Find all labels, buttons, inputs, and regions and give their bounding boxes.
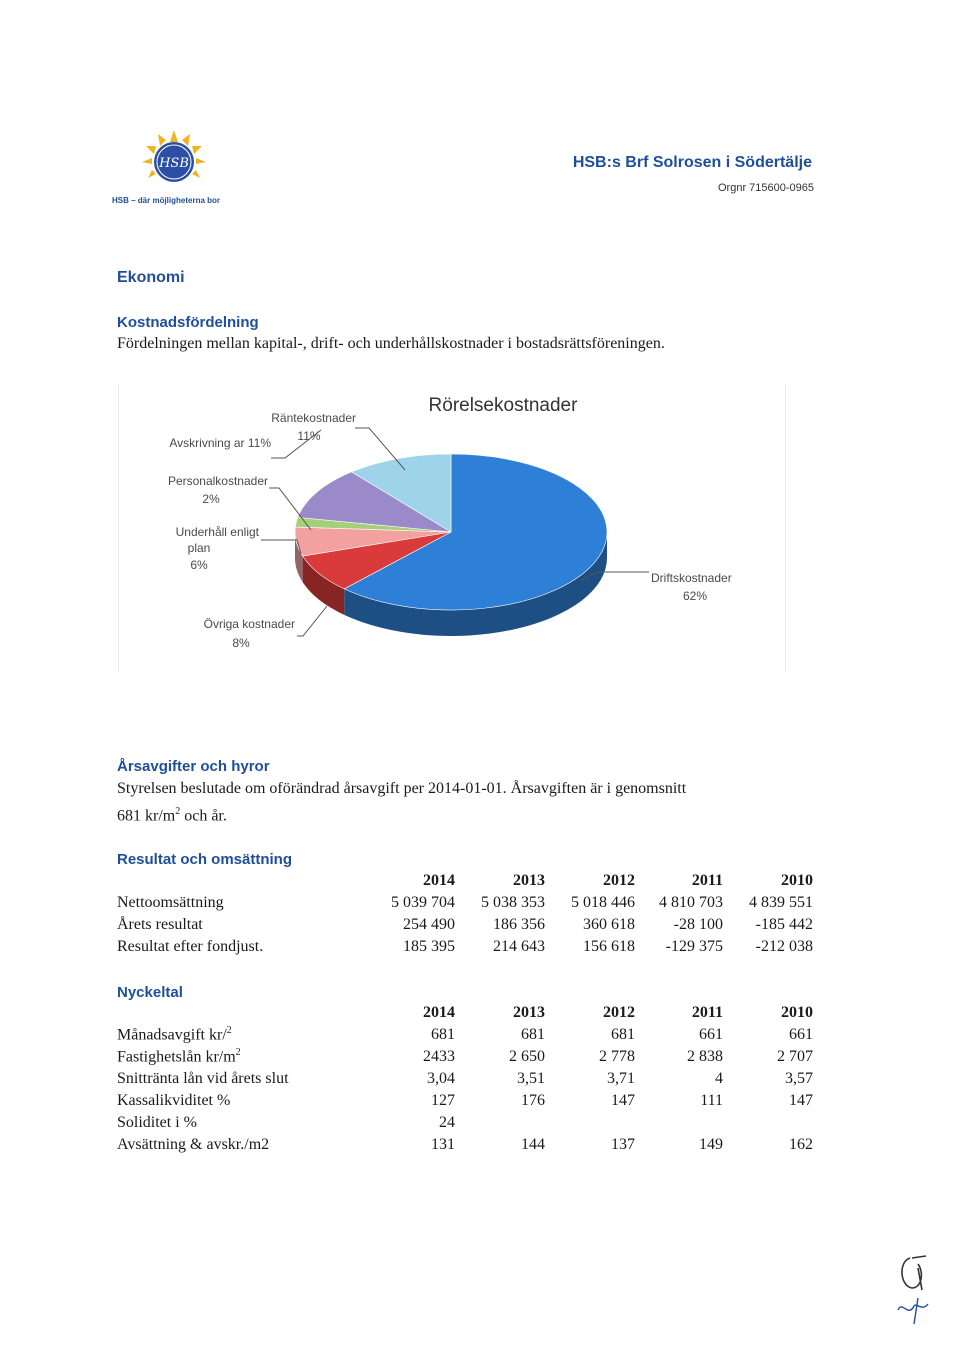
row-label: Resultat efter fondjust.	[117, 938, 264, 955]
cost-pie-chart	[118, 384, 786, 672]
fees-text-line2: 681 $kr/m^2$ och år.	[117, 806, 227, 825]
fees-text-line1: Styrelsen beslutade om oförändrad årsavgift per 2014-01-01. Årsavgiften är i genomsnitt	[117, 780, 687, 797]
cell-value: 162	[789, 1136, 813, 1153]
cell-value: 156 618	[583, 938, 635, 955]
cell-value: 176	[521, 1092, 545, 1109]
row-label: Månadsavgift kr/$^2$	[117, 1025, 232, 1044]
table-row	[117, 1046, 813, 1068]
cell-value	[545, 1112, 635, 1134]
cell-value: 2 838	[687, 1048, 723, 1065]
cell-value: 4 839 551	[749, 894, 813, 911]
cell-value: 214 643	[493, 938, 545, 955]
table-header-row	[117, 1002, 813, 1024]
cell-value: -212 038	[755, 938, 813, 955]
year-header: 2014	[423, 1004, 455, 1021]
cell-value: 3,57	[785, 1070, 813, 1087]
year-header: 2010	[781, 1004, 813, 1021]
row-label: Kassalikviditet %	[117, 1092, 231, 1109]
header-empty	[117, 1002, 379, 1024]
year-header: 2012	[603, 872, 635, 889]
organization-name: HSB:s Brf Solrosen i Södertälje	[572, 154, 812, 171]
cell-value: 24	[439, 1114, 455, 1131]
cell-value: 185 395	[403, 938, 455, 955]
year-header: 2010	[781, 872, 813, 889]
label-personal-pct: 2%	[202, 492, 220, 506]
label-drift-pct: 62%	[682, 589, 708, 603]
year-header: 2011	[691, 872, 723, 889]
table-row	[117, 1090, 813, 1112]
year-header: 2013	[513, 872, 545, 889]
cell-value: 144	[521, 1136, 545, 1153]
cell-value	[723, 1112, 813, 1134]
cell-value: 661	[699, 1026, 723, 1043]
results-heading: Resultat och omsättning	[117, 851, 293, 868]
label-underhall-2: plan	[187, 541, 211, 555]
cell-value: -28 100	[673, 916, 723, 933]
cell-value: 147	[789, 1092, 813, 1109]
table-row	[117, 914, 813, 936]
row-label: Fastighetslån $kr/m^2$	[117, 1047, 241, 1066]
results-table	[117, 870, 813, 958]
cell-value: 4 810 703	[659, 894, 723, 911]
label-ovriga: Övriga kostnader	[203, 617, 295, 631]
cell-value: 2433	[423, 1048, 455, 1065]
cell-value: 147	[611, 1092, 635, 1109]
table-row	[117, 1134, 813, 1156]
table-row	[117, 1068, 813, 1090]
cell-value: -129 375	[665, 938, 723, 955]
cell-value: 681	[611, 1026, 635, 1043]
cost-distribution-text: Fördelningen mellan kapital-, drift- och underhållskostnader i bostadsrättsföreningen.	[117, 335, 665, 352]
key-figures-heading: Nyckeltal	[117, 984, 183, 1001]
label-personal: Personalkostnader	[167, 474, 268, 488]
cell-value: 360 618	[583, 916, 635, 933]
year-header: 2014	[423, 872, 455, 889]
logo-sun-icon	[138, 130, 210, 192]
table-row	[117, 936, 813, 958]
hsb-logo	[138, 130, 210, 192]
label-ranta: Räntekostnader	[271, 411, 356, 425]
cell-value: 127	[431, 1092, 455, 1109]
cell-value	[455, 1112, 545, 1134]
cost-distribution-heading: Kostnadsfördelning	[117, 314, 259, 331]
year-header: 2011	[691, 1004, 723, 1021]
cell-value: 131	[431, 1136, 455, 1153]
cell-value: 5 039 704	[391, 894, 455, 911]
cell-value: 5 038 353	[481, 894, 545, 911]
cell-value: 661	[789, 1026, 813, 1043]
row-label: Årets resultat	[117, 916, 203, 933]
cell-value: 3,71	[607, 1070, 635, 1087]
chart-title: Rörelsekostnader	[428, 395, 578, 416]
cell-value	[635, 1112, 723, 1134]
cell-value: 254 490	[403, 916, 455, 933]
cell-value: 149	[699, 1136, 723, 1153]
cell-value: 2 707	[777, 1048, 813, 1065]
cell-value: 681	[431, 1026, 455, 1043]
cell-value: 111	[700, 1092, 723, 1109]
label-underhall-pct: 6%	[190, 558, 208, 572]
key-figures-table	[117, 1002, 813, 1156]
svg-text:HSB: HSB	[159, 156, 189, 171]
organization-number: Orgnr 715600-0965	[717, 182, 814, 194]
cell-value: 3,51	[517, 1070, 545, 1087]
cell-value: 2 650	[509, 1048, 545, 1065]
table-row	[117, 892, 813, 914]
cell-value: -185 442	[755, 916, 813, 933]
row-label: Soliditet i %	[117, 1114, 197, 1131]
logo-tagline: HSB – där möjligheterna bor	[112, 196, 221, 205]
header-empty	[117, 870, 379, 892]
label-ovriga-pct: 8%	[232, 636, 250, 650]
table-row	[117, 1024, 813, 1046]
section-title: Ekonomi	[117, 269, 185, 286]
table-header-row	[117, 870, 813, 892]
label-underhall-1: Underhåll enligt	[175, 525, 259, 539]
handwritten-initials	[888, 1228, 952, 1328]
cell-value: 681	[521, 1026, 545, 1043]
label-drift: Driftskostnader	[651, 571, 732, 585]
cell-value: 4	[715, 1070, 723, 1087]
row-label: Snittränta lån vid årets slut	[117, 1070, 289, 1087]
cell-value: 5 018 446	[571, 894, 635, 911]
fees-heading: Årsavgifter och hyror	[117, 758, 270, 775]
year-header: 2013	[513, 1004, 545, 1021]
label-ranta-pct: 11%	[297, 429, 321, 443]
cell-value: 186 356	[493, 916, 545, 933]
label-avskrivning: Avskrivning ar 11%	[169, 436, 271, 450]
year-header: 2012	[603, 1004, 635, 1021]
cell-value: 3,04	[427, 1070, 455, 1087]
cell-value: 137	[611, 1136, 635, 1153]
row-label: Nettoomsättning	[117, 894, 224, 911]
cell-value: 2 778	[599, 1048, 635, 1065]
table-row	[117, 1112, 813, 1134]
row-label: Avsättning & avskr./m2	[117, 1136, 270, 1153]
